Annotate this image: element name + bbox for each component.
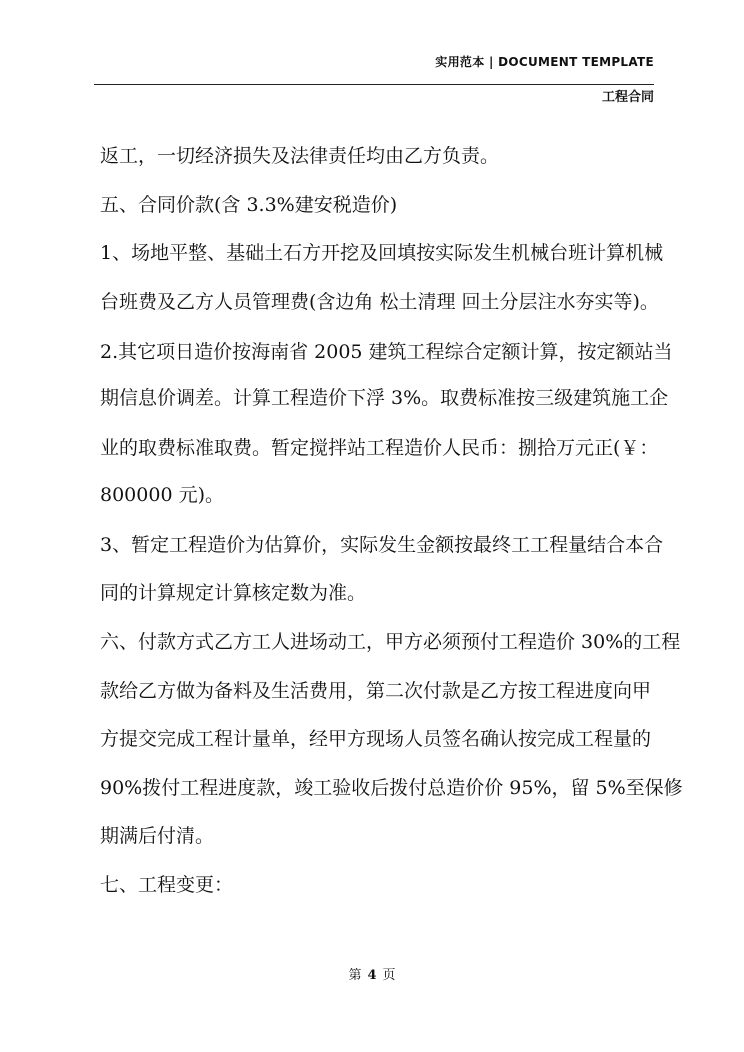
body-line: 台班费及乙方人员管理费(含边角 松土清理 回土分层注水夯实等)。 [100,291,659,313]
body-line: 1、场地平整、基础土石方开挖及回填按实际发生机械台班计算机械 [100,242,664,264]
body-line: 方提交完成工程计量单，经甲方现场人员签名确认按完成工程量的 [100,728,652,750]
body-line: 3、暂定工程造价为估算价，实际发生金额按最终工工程量结合本合 [100,534,664,556]
page-header [94,50,654,110]
section-heading: 七、工程变更： [100,874,234,896]
body-line: 款给乙方做为备料及生活费用，第二次付款是乙方按工程进度向甲 [100,680,652,702]
header-title: 实用范本 | DOCUMENT TEMPLATE [435,55,654,69]
body-line: 2.其它项日造价按海南省 2005 建筑工程综合定额计算，按定额站当 [100,341,673,363]
body-line: 同的计算规定计算核定数为准。 [100,582,367,604]
header-subtitle: 工程合同 [601,90,654,105]
page-number: 4 [367,968,377,983]
body-line: 返工，一切经济损失及法律责任均由乙方负责。 [100,145,500,167]
section-heading: 六、付款方式乙方工人进场动工，甲方必须预付工程造价 30%的工程 [100,631,681,653]
body-line: 业的取费标准取费。暂定搅拌站工程造价人民币：捌拾万元正(￥： [100,437,659,459]
body-line: 90%拨付工程进度款，竣工验收后拨付总造价价 95%，留 5%至保修 [100,777,683,799]
page-footer [0,964,744,983]
footer-prefix: 第 [348,968,362,983]
body-line: 期信息价调差。计算工程造价下浮 3%。取费标准按三级建筑施工企 [100,387,669,409]
body-line: 800000 元)。 [100,484,224,506]
header-divider [94,84,654,85]
section-heading: 五、合同价款(含 3.3%建安税造价) [100,194,398,216]
footer-suffix: 页 [382,968,396,983]
body-line: 期满后付清。 [100,825,215,847]
